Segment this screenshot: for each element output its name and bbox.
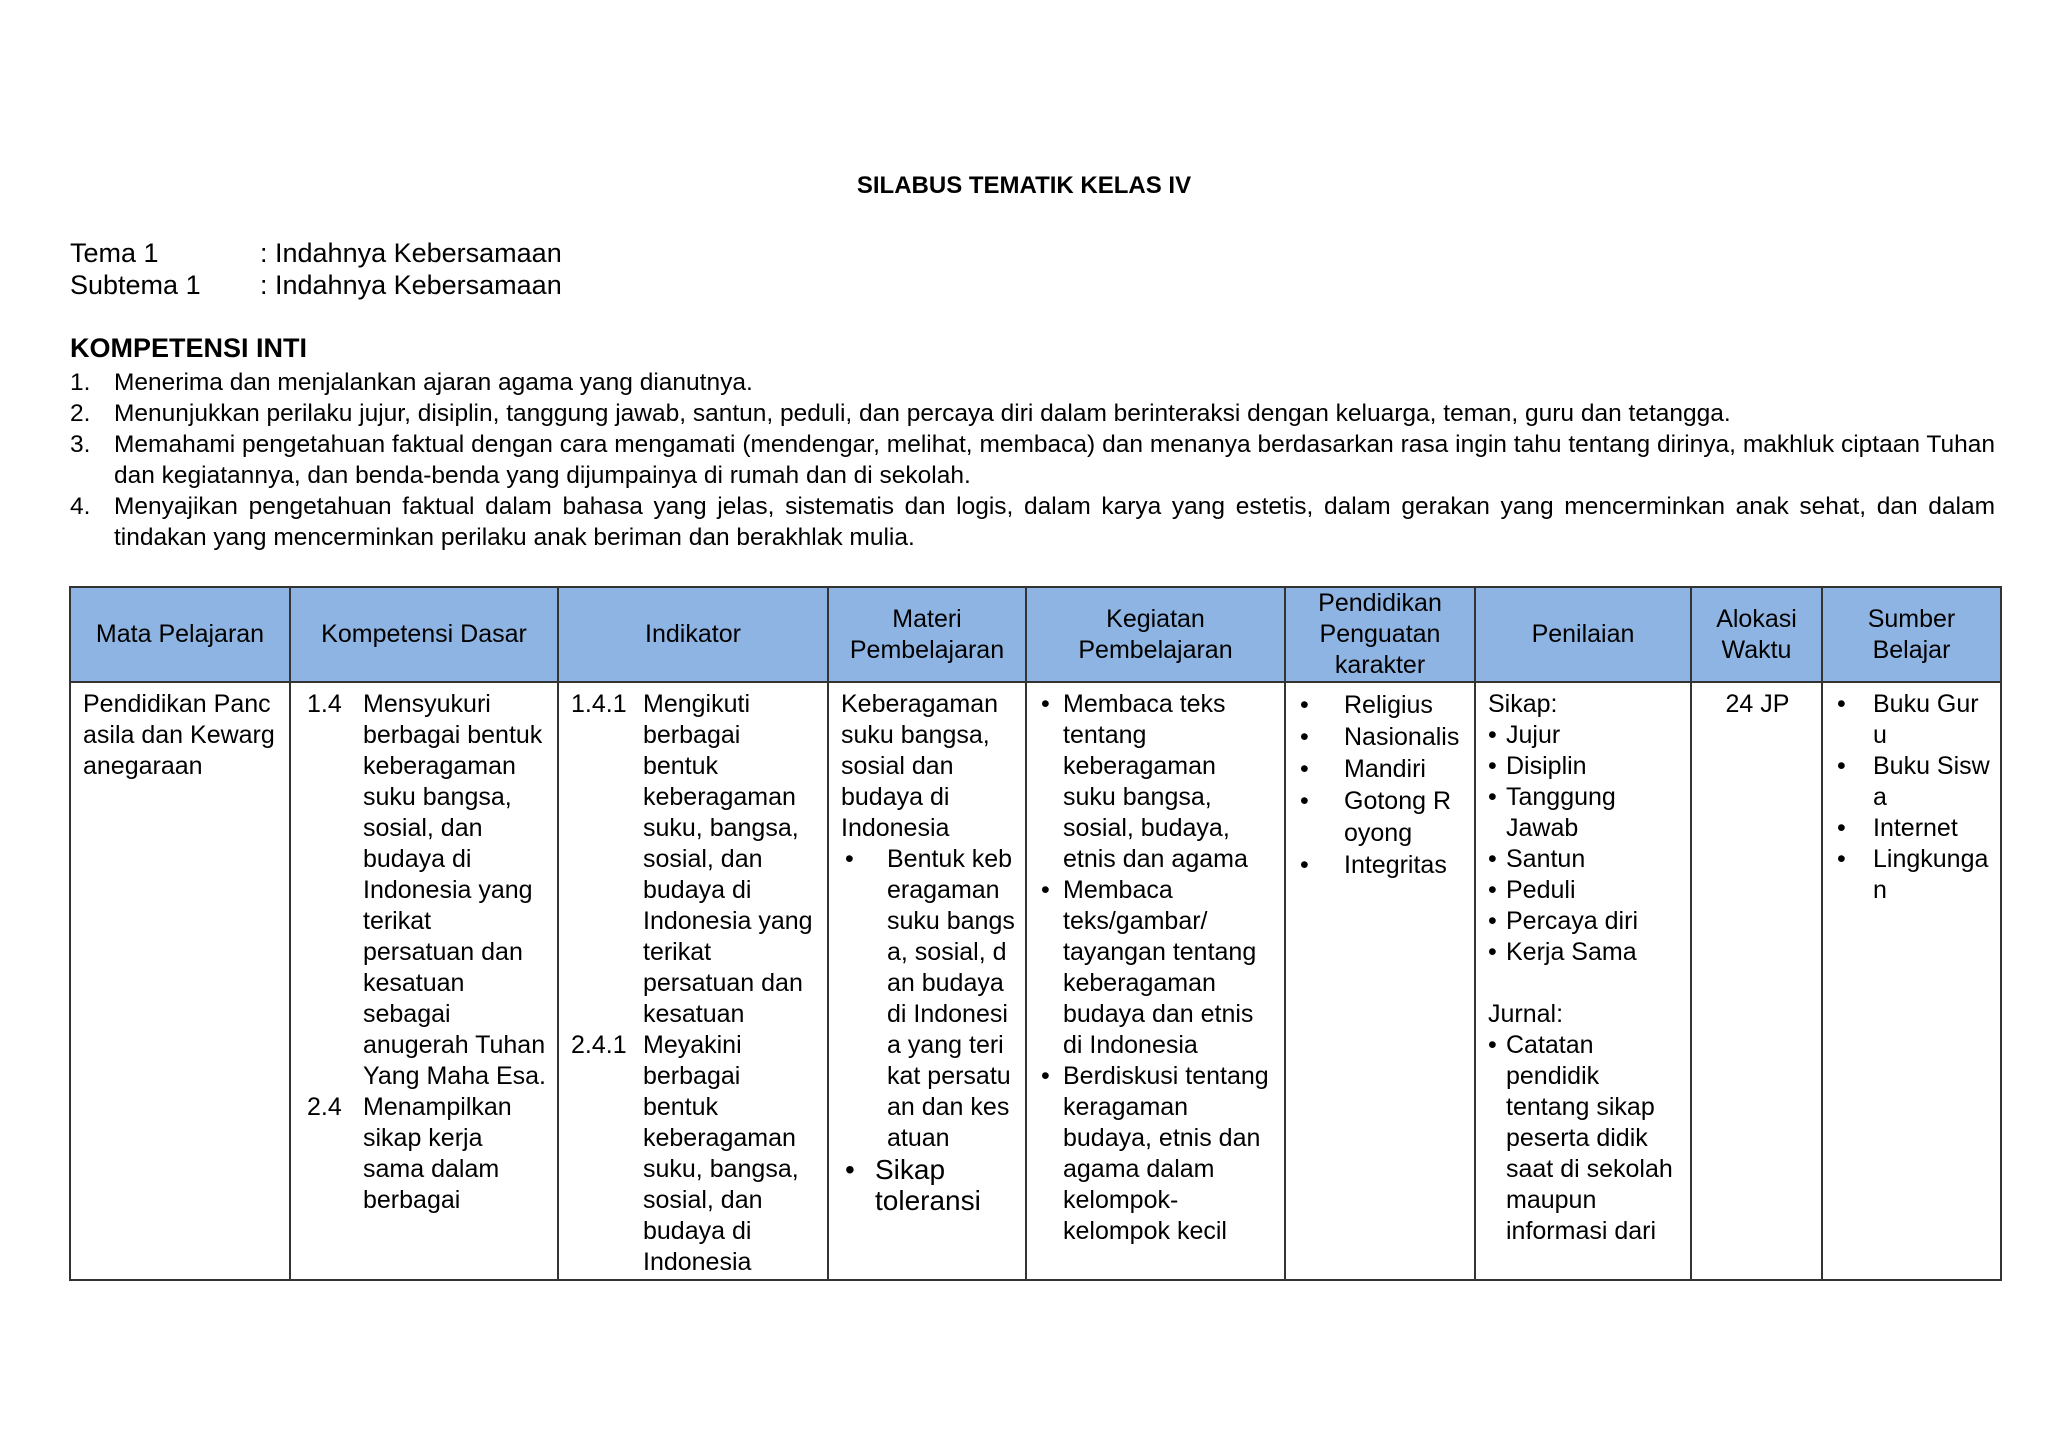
list-item bbox=[841, 1154, 1015, 1216]
item-text: Berdiskusi tentang keragaman budaya, etnis dan agama dalam kelompok-kelompok kecil bbox=[1063, 1062, 1269, 1245]
item-text: Gotong Royong bbox=[1344, 787, 1452, 847]
item-text: Mensyukuri berbagai bentuk keberagaman suku bangsa, sosial, dan budaya di Indonesia yang terikat persatuan dan kesatuan sebagai anugerah Tuhan Yang Maha Esa. bbox=[363, 690, 546, 1090]
list-item bbox=[307, 689, 547, 1092]
bullet-icon: • bbox=[1300, 787, 1309, 815]
bullet-icon: • bbox=[1837, 814, 1846, 842]
list-item bbox=[1300, 721, 1464, 753]
list-item bbox=[1488, 937, 1680, 968]
core-competence-item bbox=[70, 429, 1995, 491]
list-item bbox=[1837, 813, 1990, 844]
item-text: Mandiri bbox=[1344, 755, 1426, 783]
item-text: Menampilkan sikap kerja sama dalam berbagai bbox=[363, 1093, 512, 1214]
bullet-icon: • bbox=[1041, 1062, 1050, 1090]
list-item bbox=[1300, 785, 1464, 849]
theme-value: : Indahnya Kebersamaan bbox=[260, 238, 562, 268]
core-competence-item bbox=[70, 398, 1995, 429]
document-title: SILABUS TEMATIK KELAS IV bbox=[856, 172, 1192, 199]
item-number: 1. bbox=[70, 369, 91, 396]
list-item bbox=[1488, 906, 1680, 937]
item-text: Internet bbox=[1873, 814, 1958, 842]
cell-basic-competence bbox=[290, 682, 558, 1280]
header-time-allocation: Alokasi Waktu bbox=[1691, 587, 1822, 682]
list-item bbox=[1488, 751, 1680, 782]
core-competence-item bbox=[70, 367, 1995, 398]
item-text: Meyakini berbagai bentuk keberagaman suku, bangsa, sosial, dan budaya di Indonesia bbox=[643, 1031, 799, 1276]
list-item bbox=[1488, 844, 1680, 875]
bullet-icon: • bbox=[1300, 691, 1309, 719]
bullet-icon: • bbox=[1488, 1031, 1497, 1059]
cell-time-allocation bbox=[1691, 682, 1822, 1280]
cell-indicator bbox=[558, 682, 828, 1280]
bullet-icon: • bbox=[1837, 690, 1846, 718]
theme-row bbox=[70, 237, 562, 269]
item-number: 1.4.1 bbox=[571, 690, 627, 718]
subject-text: Pendidikan Pancasila dan Kewarganegaraan bbox=[83, 690, 275, 780]
core-competence-heading: KOMPETENSI INTI bbox=[70, 333, 308, 363]
list-item bbox=[1837, 751, 1990, 813]
list-item bbox=[571, 1030, 817, 1278]
list-item bbox=[1837, 844, 1990, 906]
list-item bbox=[1300, 689, 1464, 721]
cell-subject bbox=[70, 682, 290, 1280]
header-basic-competence: Kompetensi Dasar bbox=[290, 587, 558, 682]
attitude-label: Sikap: bbox=[1488, 690, 1558, 718]
bullet-icon: • bbox=[1300, 723, 1309, 751]
bullet-icon: • bbox=[1488, 876, 1497, 904]
item-text: Peduli bbox=[1506, 876, 1576, 904]
item-text: Santun bbox=[1506, 845, 1586, 873]
item-text: Mengikuti berbagai bentuk keberagaman suku, bangsa, sosial, dan budaya di Indonesia yang terikat persatuan dan kesatuan bbox=[643, 690, 813, 1028]
item-number: 2.4 bbox=[307, 1093, 342, 1121]
list-item bbox=[841, 844, 1015, 1154]
item-text: Lingkungan bbox=[1873, 845, 1989, 904]
item-text: Bentuk keberagaman suku bangsa, sosial, dan budaya di Indonesia yang terikat persatuan dan kesatuan bbox=[887, 845, 1015, 1152]
list-item bbox=[1041, 875, 1274, 1061]
core-competence-list bbox=[70, 367, 1995, 553]
header-subject: Mata Pelajaran bbox=[70, 587, 290, 682]
item-text: Percaya diri bbox=[1506, 907, 1638, 935]
table-row bbox=[70, 682, 2001, 1280]
bullet-icon: • bbox=[1300, 851, 1309, 879]
list-item bbox=[1488, 782, 1680, 844]
bullet-icon: • bbox=[845, 845, 854, 873]
item-text: Jujur bbox=[1506, 721, 1561, 749]
bullet-icon: • bbox=[1488, 845, 1497, 873]
subtheme-value: : Indahnya Kebersamaan bbox=[260, 270, 562, 300]
bullet-icon: • bbox=[1837, 752, 1846, 780]
item-text: Catatan pendidik tentang sikap peserta didik saat di sekolah maupun informasi dari bbox=[1506, 1031, 1673, 1245]
material-intro: Keberagaman suku bangsa, sosial dan budaya di Indonesia bbox=[841, 690, 999, 842]
item-text: Menunjukkan perilaku jujur, disiplin, tanggung jawab, santun, peduli, dan percaya diri dalam berinteraksi dengan keluarga, teman, guru dan tetangga. bbox=[114, 400, 1731, 427]
item-text: Tanggung Jawab bbox=[1506, 783, 1616, 842]
bullet-icon: • bbox=[1041, 690, 1050, 718]
list-item bbox=[1837, 689, 1990, 751]
item-text: Sikap toleransi bbox=[875, 1154, 981, 1216]
bullet-icon: • bbox=[1488, 783, 1497, 811]
item-number: 2.4.1 bbox=[571, 1031, 627, 1059]
item-text: Integritas bbox=[1344, 851, 1447, 879]
list-item bbox=[1300, 753, 1464, 785]
subtheme-label: Subtema 1 bbox=[70, 270, 201, 300]
bullet-icon: • bbox=[845, 1154, 855, 1185]
table-header-row bbox=[70, 587, 2001, 682]
list-item bbox=[1488, 1030, 1680, 1247]
header-assessment: Penilaian bbox=[1475, 587, 1691, 682]
list-item bbox=[1041, 1061, 1274, 1247]
item-text: Nasionalis bbox=[1344, 723, 1460, 751]
header-indicator: Indikator bbox=[558, 587, 828, 682]
cell-learning-source bbox=[1822, 682, 2001, 1280]
list-item bbox=[1488, 720, 1680, 751]
list-item bbox=[1041, 689, 1274, 875]
bullet-icon: • bbox=[1041, 876, 1050, 904]
cell-character-education bbox=[1285, 682, 1475, 1280]
theme-info bbox=[70, 237, 562, 301]
list-item bbox=[1488, 875, 1680, 906]
bullet-icon: • bbox=[1837, 845, 1846, 873]
item-text: Membaca teks tentang keberagaman suku bangsa, sosial, budaya, etnis dan agama bbox=[1063, 690, 1248, 873]
header-learning-material: Materi Pembelajaran bbox=[828, 587, 1026, 682]
list-item bbox=[1300, 849, 1464, 881]
item-text: Membaca teks/gambar/ tayangan tentang keberagaman budaya dan etnis di Indonesia bbox=[1063, 876, 1257, 1059]
header-character-education: Pendidikan Penguatan karakter bbox=[1285, 587, 1475, 682]
item-text: Religius bbox=[1344, 691, 1433, 719]
cell-learning-activity bbox=[1026, 682, 1285, 1280]
core-competence-item bbox=[70, 491, 1995, 553]
bullet-icon: • bbox=[1488, 907, 1497, 935]
item-text: Buku Guru bbox=[1873, 690, 1979, 749]
journal-label: Jurnal: bbox=[1488, 1000, 1564, 1028]
item-text: Menerima dan menjalankan ajaran agama yang dianutnya. bbox=[114, 369, 753, 396]
header-learning-activity: Kegiatan Pembelajaran bbox=[1026, 587, 1285, 682]
theme-label: Tema 1 bbox=[70, 238, 159, 268]
syllabus-table bbox=[69, 586, 2002, 1281]
list-item bbox=[571, 689, 817, 1030]
bullet-icon: • bbox=[1488, 721, 1497, 749]
bullet-icon: • bbox=[1300, 755, 1309, 783]
item-number: 2. bbox=[70, 400, 91, 427]
item-number: 1.4 bbox=[307, 690, 342, 718]
header-learning-source: Sumber Belajar bbox=[1822, 587, 2001, 682]
time-allocation-value: 24 JP bbox=[1725, 690, 1790, 718]
item-text: Buku Siswa bbox=[1873, 752, 1990, 811]
item-text: Kerja Sama bbox=[1506, 938, 1637, 966]
item-text: Disiplin bbox=[1506, 752, 1587, 780]
item-number: 3. bbox=[70, 431, 91, 458]
cell-learning-material bbox=[828, 682, 1026, 1280]
item-text: Memahami pengetahuan faktual dengan cara mengamati (mendengar, melihat, membaca) dan menanya berdasarkan rasa ingin tahu tentang dirinya, makhluk ciptaan Tuhan dan kegiatannya, dan benda-benda yang dijumpainya di rumah dan di sekolah. bbox=[114, 431, 1995, 489]
cell-assessment bbox=[1475, 682, 1691, 1280]
subtheme-row bbox=[70, 269, 562, 301]
bullet-icon: • bbox=[1488, 752, 1497, 780]
bullet-icon: • bbox=[1488, 938, 1497, 966]
list-item bbox=[307, 1092, 547, 1216]
item-text: Menyajikan pengetahuan faktual dalam bahasa yang jelas, sistematis dan logis, dalam karya yang estetis, dalam gerakan yang mencerminkan anak sehat, dan dalam tindakan yang mencerminkan perilaku anak beriman dan berakhlak mulia. bbox=[114, 493, 1995, 551]
item-number: 4. bbox=[70, 493, 91, 520]
